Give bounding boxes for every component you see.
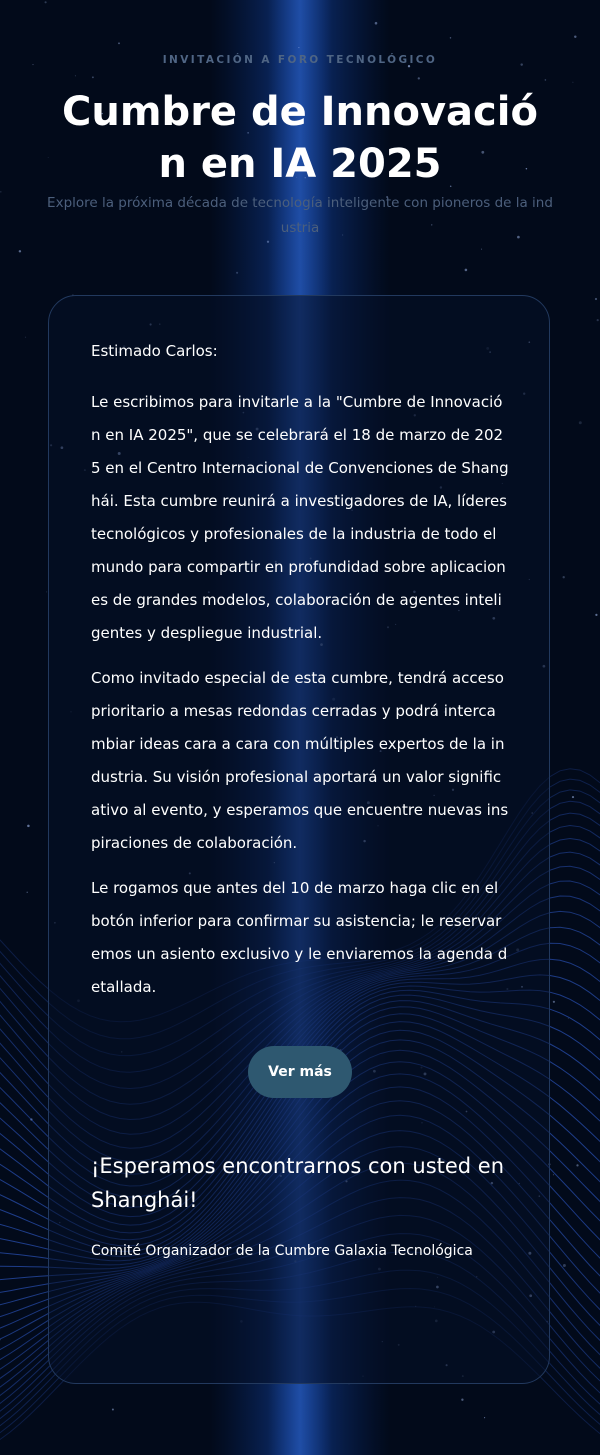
- star: [465, 269, 468, 272]
- star: [484, 1417, 485, 1418]
- letter-paragraph: Como invitado especial de esta cumbre, tendrá acceso prioritario a mesas redondas cerradas y podrá intercambiar ideas cara a cara con múltiples expertos de la industria. Su visión profesional aportará un valor significativo al evento, y esperamos que encuentre nuevas inspiraciones de colaboración.: [91, 669, 509, 852]
- star: [0, 191, 2, 193]
- star: [25, 337, 26, 338]
- star: [481, 249, 482, 250]
- star: [576, 1164, 578, 1166]
- signature: Comité Organizador de la Cumbre Galaxia Tecnológica: [91, 1243, 473, 1259]
- star: [48, 157, 49, 158]
- star: [75, 76, 76, 77]
- letter-greeting: Estimado Carlos:: [91, 342, 218, 360]
- star: [112, 1408, 114, 1410]
- star: [595, 614, 597, 616]
- closing-message: ¡Esperamos encontrarnos con usted en Shanghái!: [91, 1154, 505, 1212]
- star: [597, 319, 599, 321]
- star: [375, 22, 378, 25]
- star: [563, 576, 565, 578]
- letter-body: [91, 328, 509, 1263]
- star: [27, 825, 30, 828]
- star: [568, 1018, 569, 1019]
- page-title: Cumbre de Innovación en IA 2025: [62, 89, 538, 187]
- star: [461, 1399, 463, 1401]
- cta-container: [91, 1046, 509, 1098]
- star: [450, 37, 451, 38]
- star: [574, 35, 576, 37]
- star: [418, 77, 420, 79]
- star: [595, 298, 597, 300]
- star: [553, 1001, 555, 1003]
- star: [298, 47, 299, 48]
- star: [236, 272, 238, 274]
- letter-paragraph: Le rogamos que antes del 10 de marzo haga clic en el botón inferior para confirmar su asistencia; le reservaremos un asiento exclusivo y le enviaremos la agenda detallada.: [91, 879, 508, 996]
- view-more-button[interactable]: Ver más: [248, 1046, 352, 1098]
- star: [579, 421, 582, 424]
- star: [92, 76, 94, 78]
- star: [27, 892, 28, 893]
- eyebrow-label: INVITACIÓN A FORO TECNOLÓGICO: [162, 54, 438, 66]
- star: [563, 1264, 566, 1267]
- star: [45, 1, 47, 3]
- star: [46, 591, 47, 592]
- star: [572, 82, 573, 83]
- star: [19, 250, 21, 252]
- star: [545, 79, 547, 81]
- letter-card: [48, 295, 550, 1384]
- star: [572, 796, 574, 798]
- page-subtitle: Explore la próxima década de tecnología inteligente con pioneros de la industria: [47, 195, 553, 236]
- star: [118, 42, 120, 44]
- letter-paragraph: Le escribimos para invitarle a la "Cumbre de Innovación en IA 2025", que se celebrará el 18 de marzo de 2025 en el Centro Internacional de Convenciones de Shanghái. Esta cumbre reunirá a investigadores de IA, líderes tecnológicos y profesionales de la industria de todo el mundo para compartir en profundidad sobre aplicaciones de grandes modelos, colaboración de agentes inteligentes y despliegue industrial.: [91, 393, 509, 642]
- star: [553, 1174, 554, 1175]
